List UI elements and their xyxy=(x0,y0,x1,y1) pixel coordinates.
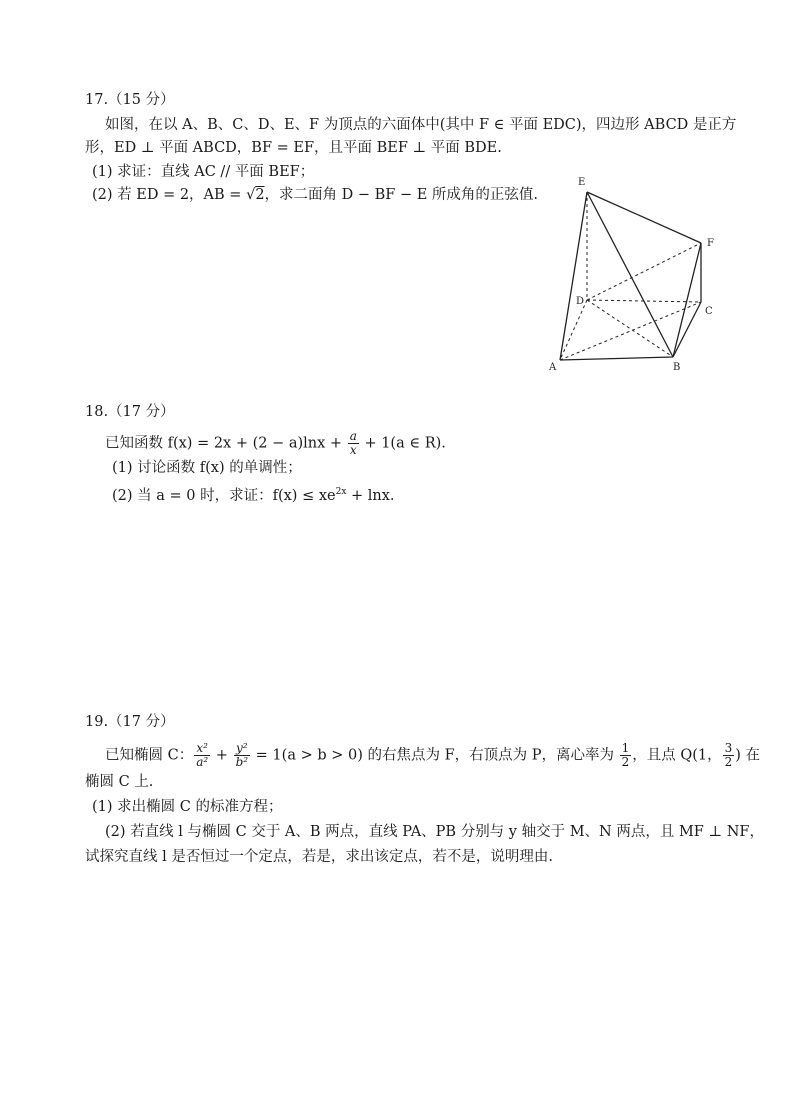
edge-EA xyxy=(560,192,587,360)
problem-18-stem-prefix: 已知函数 f(x) = 2x + (2 − a)lnx + xyxy=(105,435,347,452)
label-F: F xyxy=(707,238,714,249)
exponent-2x: 2x xyxy=(335,487,347,497)
label-B: B xyxy=(673,362,681,373)
problem-17-stem-line2: 形，ED ⊥ 平面 ABCD，BF = EF，且平面 BEF ⊥ 平面 BDE. xyxy=(85,140,502,156)
problem-18-part2-suffix: + lnx. xyxy=(346,487,395,504)
problem-17-part1: (1) 求证：直线 AC // 平面 BEF； xyxy=(92,164,315,180)
problem-18-part1: (1) 讨论函数 f(x) 的单调性； xyxy=(112,460,302,476)
problem-18-part2 xyxy=(112,482,395,506)
problem-19-stem-c: ，且点 Q(1， xyxy=(632,747,722,764)
fraction-x2-over-a2: $\frac{\text{x²}}{\text{a²}}$ xyxy=(196,741,209,769)
problem-18-stem xyxy=(105,430,446,457)
fraction-eccentricity: $\frac{1}{2}$ xyxy=(621,741,630,769)
label-E: E xyxy=(578,177,586,188)
edge-BC xyxy=(673,302,701,357)
problem-17-header: 17.（15 分） xyxy=(85,92,175,108)
sqrt-sign: √ xyxy=(246,187,256,203)
problem-19-stem-line2: 椭圆 C 上. xyxy=(85,774,154,790)
edge-DF xyxy=(587,243,701,300)
edge-AB xyxy=(560,357,673,360)
problem-17-part2 xyxy=(92,185,538,205)
problem-18-part2-prefix: (2) 当 a = 0 时，求证：f(x) ≤ xe xyxy=(112,487,336,504)
fraction-y2-over-b2: $\frac{\text{y²}}{\text{b²}}$ xyxy=(235,741,249,769)
problem-19-stem-d: ) 在 xyxy=(735,747,761,764)
problem-19-part2-line1: (2) 若直线 l 与椭圆 C 交于 A、B 两点，直线 PA、PB 分别与 y 轴交于 M、N 两点，且 MF ⊥ NF， xyxy=(105,824,764,840)
problem-17-part2-prefix: (2) 若 ED = 2，AB = xyxy=(92,187,247,203)
plus-sign: + xyxy=(211,747,233,764)
problem-19-header: 19.（17 分） xyxy=(85,714,175,730)
fraction-3-over-2: $\frac{3}{2}$ xyxy=(724,741,733,769)
problem-18-header: 18.（17 分） xyxy=(85,404,175,420)
problem-18-stem-suffix: + 1(a ∈ R). xyxy=(359,435,446,452)
sqrt-radicand: 2 xyxy=(255,187,265,203)
problem-19-stem-line1 xyxy=(105,742,760,769)
label-D: D xyxy=(576,296,585,307)
hexahedron-figure xyxy=(545,170,725,380)
edge-BF xyxy=(673,243,701,357)
problem-19-part1: (1) 求出椭圆 C 的标准方程； xyxy=(92,799,283,815)
edge-EF xyxy=(587,192,701,243)
problem-17-stem-line1: 如图，在以 A、B、C、D、E、F 为顶点的六面体中(其中 F ∈ 平面 EDC)，四边形 ABCD 是正方 xyxy=(105,117,737,133)
label-A: A xyxy=(549,362,557,373)
fraction-a-over-x: $\frac{a}{x}$ xyxy=(349,429,357,457)
label-C: C xyxy=(705,306,713,317)
problem-19-part2-line2: 试探究直线 l 是否恒过一个定点，若是，求出该定点，若不是，说明理由. xyxy=(85,849,553,865)
problem-19-stem-b: = 1(a > b > 0) 的右焦点为 F，右顶点为 P，离心率为 xyxy=(251,747,619,764)
edge-EB xyxy=(587,192,673,357)
problem-17-part2-suffix: ，求二面角 D − BF − E 所成角的正弦值. xyxy=(264,187,539,203)
edge-DB xyxy=(587,300,673,357)
problem-19-stem-a: 已知椭圆 C： xyxy=(105,747,194,764)
